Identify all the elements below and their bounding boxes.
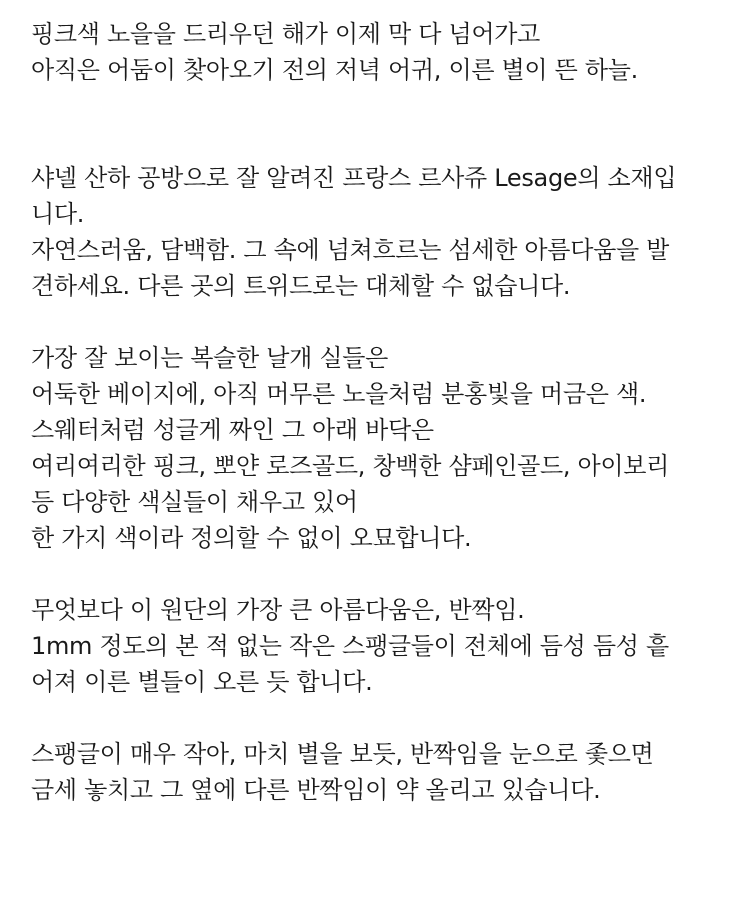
text-line: 무엇보다 이 원단의 가장 큰 아름다움은, 반짝임. (31, 596, 525, 624)
text-line: 등 다양한 색실들이 채우고 있어 (31, 488, 358, 516)
text-line: 여리여리한 핑크, 뽀얀 로즈골드, 창백한 샴페인골드, 아이보리 (31, 452, 670, 480)
text-line: 1mm 정도의 본 적 없는 작은 스팽글들이 전체에 듬성 듬성 흩 (31, 632, 669, 660)
text-line: 가장 잘 보이는 복슬한 날개 실들은 (31, 344, 389, 372)
paragraph-spacer (31, 304, 731, 340)
text-line: 견하세요. 다른 곳의 트위드로는 대체할 수 없습니다. (31, 272, 571, 300)
paragraph-sunset (31, 16, 731, 88)
text-line: 아직은 어둠이 찾아오기 전의 저녁 어귀, 이른 별이 뜬 하늘. (31, 56, 638, 84)
text-line: 금세 놓치고 그 옆에 다른 반짝임이 약 올리고 있습니다. (31, 776, 601, 804)
text-line: 샤넬 산하 공방으로 잘 알려진 프랑스 르사쥬 Lesage의 소재입 (31, 164, 677, 192)
paragraph-spacer (31, 556, 731, 592)
text-line: 스웨터처럼 성글게 짜인 그 아래 바닥은 (31, 416, 434, 444)
document-body (31, 16, 731, 808)
text-line: 니다. (31, 200, 85, 228)
text-line: 스팽글이 매우 작아, 마치 별을 보듯, 반짝임을 눈으로 좇으면 (31, 740, 654, 768)
text-line: 핑크색 노을을 드리우던 해가 이제 막 다 넘어가고 (31, 20, 540, 48)
paragraph-spacer (31, 700, 731, 736)
text-line: 어져 이른 별들이 오른 듯 합니다. (31, 668, 373, 696)
paragraph-spacer (31, 88, 731, 160)
text-line: 한 가지 색이라 정의할 수 없이 오묘합니다. (31, 524, 472, 552)
paragraph-sequins (31, 736, 731, 808)
text-line: 어둑한 베이지에, 아직 머무른 노을처럼 분홍빛을 머금은 색. (31, 380, 647, 408)
paragraph-sparkle (31, 592, 731, 700)
paragraph-lesage (31, 160, 731, 304)
paragraph-colors (31, 340, 731, 556)
text-line: 자연스러움, 담백함. 그 속에 넘쳐흐르는 섬세한 아름다움을 발 (31, 236, 670, 264)
